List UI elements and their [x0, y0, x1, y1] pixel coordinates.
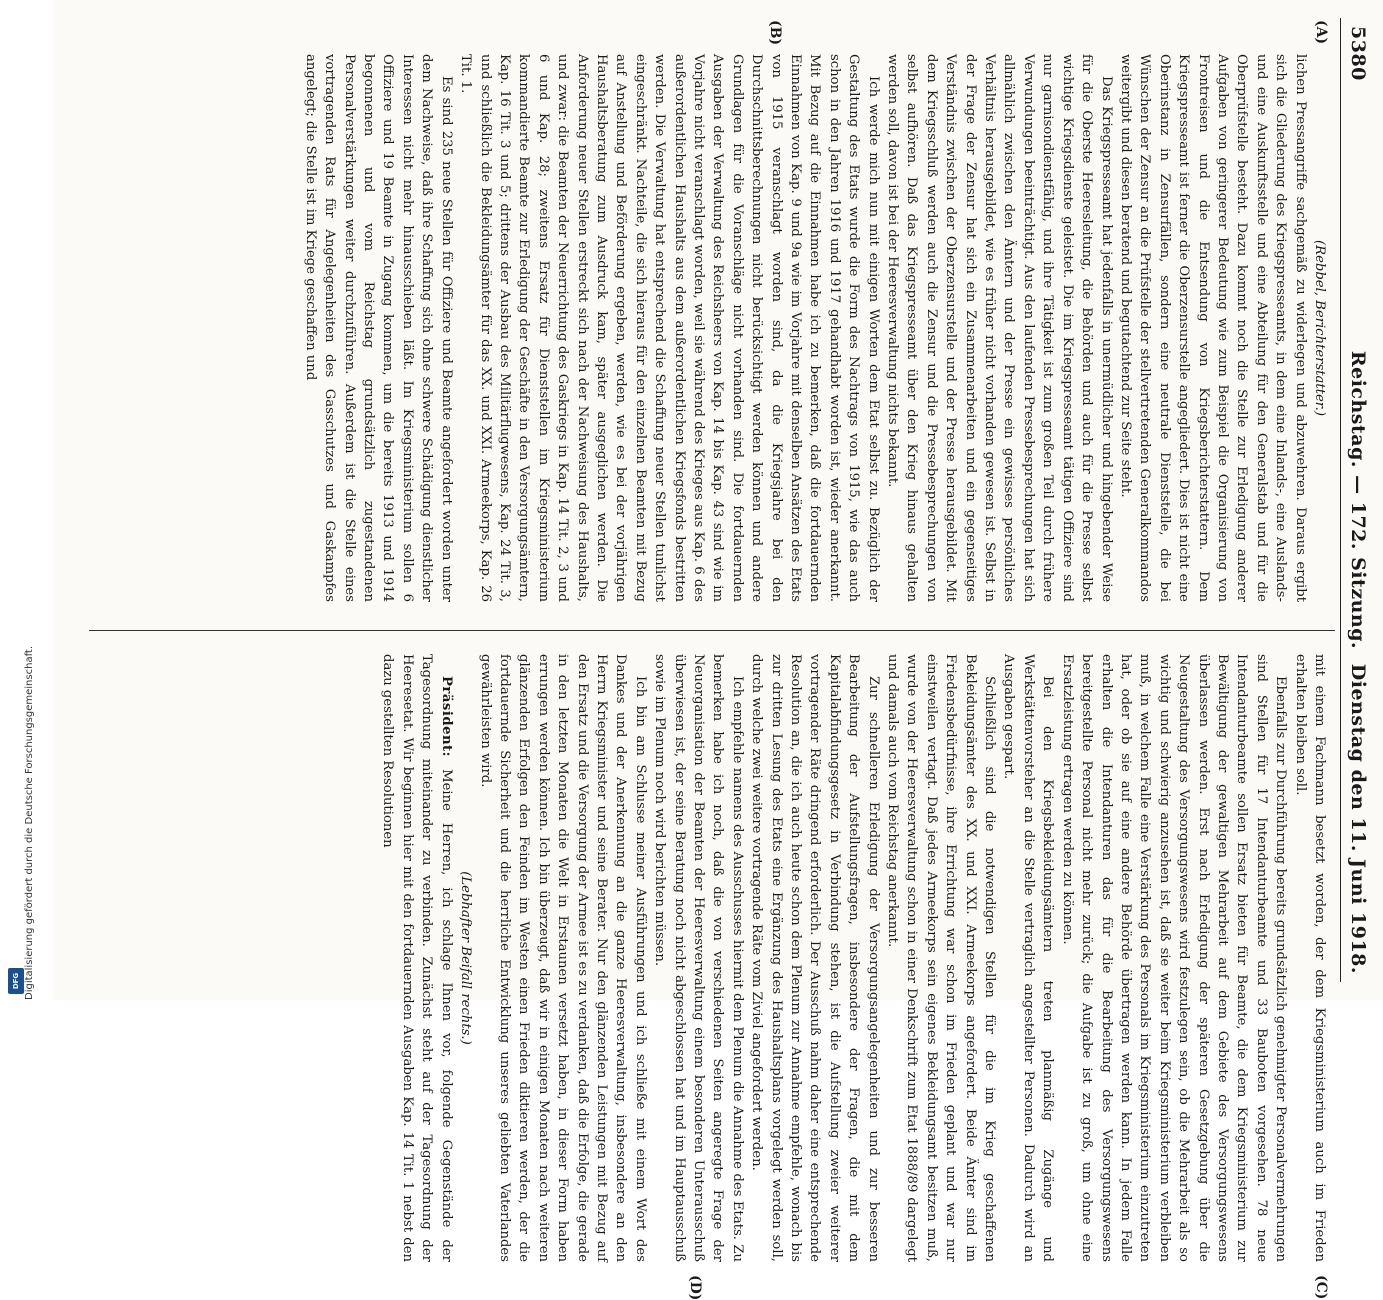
- session-title: Reichstag. — 172. Sitzung.: [1347, 350, 1369, 650]
- funding-note: [9, 320, 35, 1000]
- paragraph: Bei den Kriegsbekleidungsämtern treten planmäßig Zugänge und Werkstättenvorsteher an die Stelle vertraglich angestellter Personen. Dadurch wird an Ausgaben gespart.: [1001, 654, 1056, 1262]
- left-column: [93, 48, 1333, 608]
- paragraph: Das Kriegspresseamt hat jedenfalls in unermüdlicher und hingebender Weise für die Oberste Heeresleitung, die Behörden und auch für die Presse selbst wichtige Kriegsdienste geleistet. Die im Kriegspresseamt tätigen Offiziere sind nur garnisondienstfähig, und ihre Tätigkeit ist zum großen Teil durch frühere Verwundungen beeinträchtigt. Aus den laufenden Pressebesprechungen hat sich allmählich zwischen den Ämtern und der Presse ein gewisses persönliches Verhältnis herausgebildet, wie es früher nicht vorhanden gewesen ist. Selbst in der Frage der Zensur hat sich ein Zusammenarbeiten und ein gegenseitiges Verständnis zwischen der Oberzensurstelle und der Presse herausgebildet. Mit dem Kriegsschluß werden auch die Zensur und die Pressebesprechungen von selbst aufhören. Daß das Kriegspresseamt über den Krieg hinaus gehalten werden soll, davon ist bei der Heeresverwaltung nichts bekannt.: [885, 54, 1114, 602]
- session-date: Dienstag den 11. Juni 1918.: [1347, 663, 1369, 974]
- newspaper-page: [53, 0, 1383, 1300]
- dfg-logo-text: DFG: [12, 972, 21, 990]
- dfg-logo: [8, 968, 24, 994]
- paragraph: Ich werde mich nun mit einigen Worten dem Etat selbst zu. Bezüglich der Gestaltung des Etats wurde die Form des Nachtrags von 1915, wie das auch schon in den Jahren 1916 und 1917 gehandhabt worden ist, wieder anerkannt. Mit Bezug auf die Einnahmen habe ich zu bemerken, daß die fortdauernden Einnahmen von Kap. 9 und 9a wie im Vorjahre mit denselben Ansätzen des Etats von 1915 veranschlagt worden sind, da die Kriegsjahre bei den Durchschnittsberechnungen nicht berücksichtigt werden können und andere Grundlagen für die Voranschläge nicht vorhanden sind. Die fortdauernden Ausgaben der Verwaltung des Reichsheers von Kap. 14 bis Kap. 43 sind wie im Vorjahre nicht veranschlagt worden, weil sie während des Krieges aus Kap. 6 des außerordentlichen Haushalts aus dem außerordentlichen Kriegsfonds bestritten werden. Die Verwaltung hat entsprechend die Schaffung neuer Stellen tunlichst eingeschränkt. Nachteile, die sich hieraus für den einzelnen Beamten mit Bezug auf Anstellung und Beförderung ergeben, werden, wie es bei der vorjährigen Haushaltsberatung zum Ausdruck kam, später ausgeglichen werden. Die Anforderung neuer Stellen erstreckt sich nach der Nachweisung des Haushalts, und zwar: die Beamten der Neuerrichtung des Gaskriegs in Kap. 14 Tit. 2, 3 und 6 und Kap. 28; zweitens Ersatz für Dienststellen im Kriegsministerium kommandierte Beamte zur Erledigung der Geschäfte in den Versorgungsämtern, Kap. 16 Tit. 3 und 5; drittens der Ausbau des Militärflugwesens, Kap. 24 Tit. 3, und schließlich die Bekleidungsämter für das XX. und XXI. Armeekorps, Kap. 26 Tit. 1.: [458, 54, 881, 602]
- margin-marker-d: (D): [687, 1275, 703, 1300]
- paragraph: Ich empfehle namens des Ausschusses hiermit dem Plenum die Annahme des Etats. Zu bemerken habe ich noch, daß die von verschiedenen Seiten angeregte Frage der Neuorganisation der Beamten der Heeresverwaltung einem besonderen Unterausschuß überwiesen ist, der seine Beratung noch nicht abgeschlossen hat und im Hauptausschuß sowie im Plenum noch wird berichten müssen.: [652, 654, 745, 1262]
- paragraph: Zur schnelleren Erledigung der Versorgungsangelegenheiten und zur besseren Bearbeitung der Aufstellungsfragen, insbesondere der Fragen, die mit dem Kapitalabfindungsgesetz in Verbindung stehen, ist die Aufstellung zweier weiterer vortragender Räte dringend erforderlich. Der Ausschuß nahm daher eine entsprechende Resolution an, die ich auch heute schon dem Plenum zur Annahme empfehle, wonach bis zur dritten Lesung des Etats eine Ergänzung des Haushaltsplans vorgelegt werden soll, durch welche zwei weitere vortragende Räte vom Ziviel angefordert werden.: [749, 654, 881, 1262]
- paragraph: Schließlich sind die notwendigen Stellen für die im Krieg geschaffenen Bekleidungsämter des XX. und XXI. Armeekorps angefordert. Beide Ämter sind im Friedensbedürfnisse, ihre Errichtung war schon im Frieden geplant und war nur einstweilen vertagt. Daß jedes Armeekorps sein eigenes Bekleidungsamt besitzen muß, wurde von der Heeresverwaltung schon in einer Denkschrift zum Etat 1888/89 dargelegt und damals auch vom Reichstag anerkannt.: [885, 654, 998, 1262]
- applause-note: (Lebhafter Beifall rechts.): [458, 871, 474, 1045]
- president-paragraph: Präsident: Meine Herren, ich schlage Ihnen vor, folgende Gegenstände der Tagesordnung miteinander zu verbinden. Zunächst steht auf der Tagesordnung der Heeresetat. Wir beginnen hier mit den fortdauernden Ausgaben Kap. 14 Tit. 1 nebst den dazu gestellten Resolutionen: [380, 654, 454, 1262]
- page-number: 5380: [1347, 26, 1369, 81]
- page-header: [1340, 18, 1375, 982]
- paragraph: Es sind 235 neue Stellen für Offiziere und Beamte angefordert worden unter dem Nachweise, daß ihre Schaffung sich ohne schwere Schädigung dienstlicher Interessen nicht mehr hinausschieben läßt. Im Kriegsministerium sollen 6 Offiziere und 19 Beamte in Zugang kommen, um die bereits 1913 und 1914 begonnenen und vom Reichstag grundsätzlich zugestandenen Personalverstärkungen weiter durchzuführen. Außerdem ist die Stelle eines vortragenden Rats für Angelegenheiten des Gasschutzes und Gaskampfes angelegt; die Stelle ist im Kriege geschaffen und: [302, 54, 454, 602]
- funding-note-text: Digitalisierung gefördert durch die Deutsche Forschungsgemeinschaft.: [24, 645, 35, 1000]
- margin-marker-b: (B): [767, 20, 783, 46]
- paragraph: Ebenfalls zur Durchführung bereits grundsätzlich genehmigter Personalvermehrungen sind Stellen für 17 Intendanturbeamte und 33 Bauboten vorgesehen. 78 neue Intendanturbeamte sollen Ersatz bieten für Beamte, die dem Kriegsministerium zur Bewältigung der gewaltigen Mehrarbeit auf dem Gebiete des Versorgungswesens überlassen werden. Erst nach Erledigung der späteren Gesetzgebung über die Neugestaltung des Versorgungswesens wird festzulegen sein, ob die Mehrarbeit als so wichtig und schwierig anzusehen ist, daß sie weiter beim Kriegsministerium verbleiben muß, in welchem Falle eine Verstärkung des Personals im Kriegsministerium einzutreten hat, oder ob sie auf eine andere Behörde übertragen werden kann. In jedem Falle erhalten die Intendanturen das für die Bearbeitung des Versorgungswesens bereitgestellte Personal nicht mehr zurück; die Aufgabe ist zu groß, um ohne eine Ersatzleistung ertragen werden zu können.: [1059, 654, 1289, 1262]
- speaker-line: (Rebbel, Berichterstatter.): [1312, 240, 1327, 416]
- right-column: [93, 648, 1333, 1268]
- column-divider: [89, 630, 1335, 631]
- margin-marker-a: (A): [1313, 20, 1329, 45]
- paragraph: Ich bin am Schlusse meiner Ausführungen und ich schließe mit einem Wort des Dankes und der Anerkennung an die ganze Heeresverwaltung, insbesondere an den Herrn Kriegsminister und seine Berater. Nur den glänzenden Leistungen mit Bezug auf den Ersatz und die Versorgung der Armee ist es zu verdanken, daß die Erfolge, die gerade in den letzten Monaten die Welt in Erstaunen versetzt haben, in dieser Form haben errungen werden können. Ich bin überzeugt, daß wir in einigen Monaten nach weiteren glänzenden Erfolgen den Feinden im Westen einen Frieden diktieren werden, der die fortdauernde Sicherheit und die herrliche Entwicklung unseres geliebten Vaterlandes gewährleisten wird.: [477, 654, 648, 1262]
- paragraph: mit einem Fachmann besetzt worden, der dem Kriegsministerium auch im Frieden erhalten bleiben soll.: [1292, 654, 1327, 1262]
- margin-marker-c: (C): [1313, 1275, 1329, 1300]
- paragraph: lichen Pressangriffe sachgemäß zu widerlegen und abzuwehren. Daraus ergibt sich die Gliederung des Kriegspresseamts, in dem eine Inlands-, eine Auslands- und eine Auskunftsstelle und eine Abteilung für den Generalstab und für die Oberprüfstelle besteht. Dazu kommt noch die Stelle zur Erledigung anderer Aufgaben von geringerer Bedeutung wie zum Beispiel die Organisierung von Frontreisen und die Entsendung von Kriegsberichterstattern. Dem Kriegspresseamt ist ferner die Oberzensurstelle angegliedert. Dies ist nicht eine Oberinstanz in Zensurfällen, sondern eine neutrale Dienststelle, die bei Wünschen der Zensur an die Prüfstelle der stellvertretenden Generalkommandos weitergibt und diesen beratend und begutachtend zur Seite steht.: [1117, 54, 1308, 602]
- speaker-name: Präsident:: [438, 676, 454, 758]
